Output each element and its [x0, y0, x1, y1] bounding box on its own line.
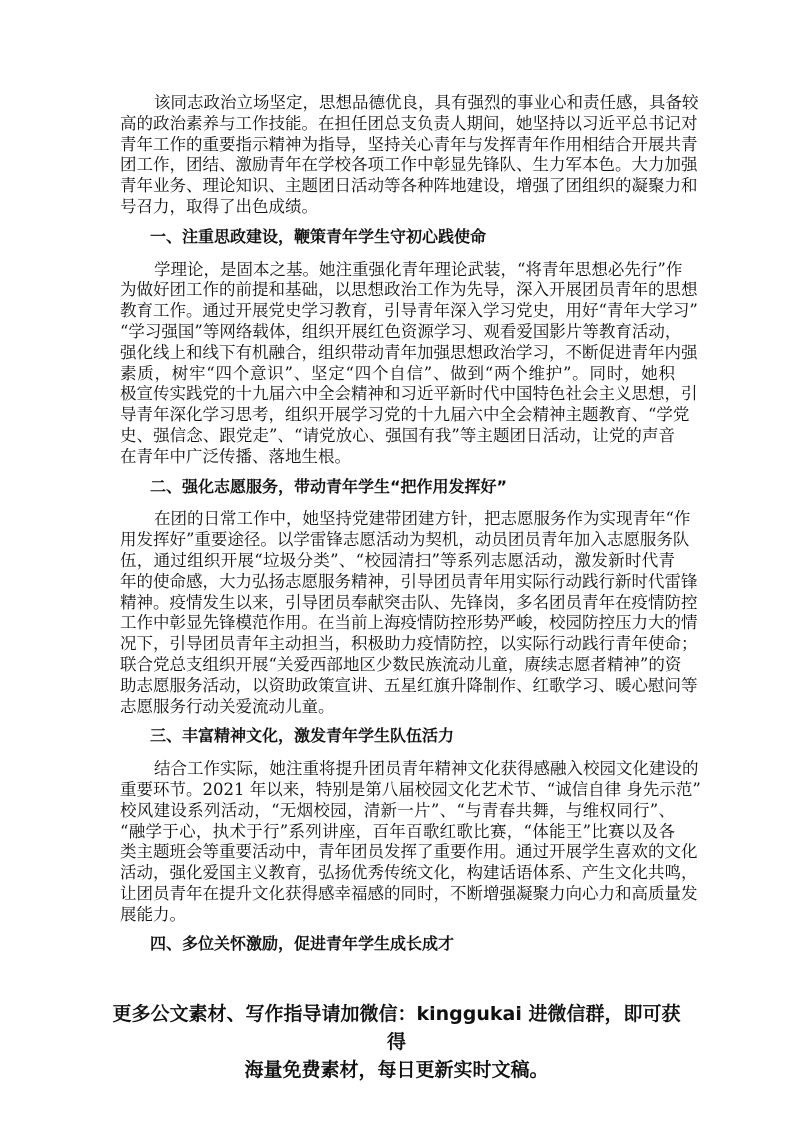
- paragraph-line: 该同志政治立场坚定，思想品德优良，具有强烈的事业心和责任感，具备较: [154, 93, 699, 112]
- paragraph-line: 重要环节。2021 年以来，特别是第八届校园文化艺术节、“诚信自律 身先示范”: [120, 779, 701, 799]
- paragraph-line: 为做好团工作的前提和基础，以思想政治工作为先导，深入开展团员青年的思想: [120, 280, 698, 300]
- paragraph: [120, 759, 701, 925]
- paragraph-line: 伍，通过组织开展“垃圾分类”、“校园清扫”等系列志愿活动，激发新时代青: [120, 550, 675, 570]
- section-heading: 一、注重思政建设，鞭策青年学生守初心践使命: [150, 226, 487, 246]
- paragraph-line: 学理论，是固本之基。她注重强化青年理论武装，“将青年思想必先行”作: [154, 259, 683, 279]
- paragraph-line: “学习强国”等网络载体，组织开展红色资源学习、观看爱国影片等教育活动，: [120, 321, 682, 341]
- section-heading: 四、多位关怀激励，促进青年学生成长成才: [150, 934, 455, 954]
- paragraph-line: 青年业务、理论知识、主题团日活动等各种阵地建设，增强了团组织的凝聚力和: [120, 176, 698, 196]
- section-heading: 二、强化志愿服务，带动青年学生“把作用发挥好”: [150, 476, 508, 496]
- paragraph: [120, 509, 698, 717]
- paragraph-line: 活动，强化爱国主义教育，弘扬优秀传统文化，构建话语体系、产生文化共鸣，: [120, 863, 698, 883]
- paragraph-line: 志愿服务行动关爱流动儿童。: [120, 696, 335, 716]
- paragraph-line: 助志愿服务活动，以资助政策宣讲、五星红旗升降制作、红歌学习、暖心慰问等: [120, 675, 698, 695]
- paragraph-line: 号召力，取得了出色成绩。: [120, 196, 318, 216]
- section-heading: 三、丰富精神文化，激发青年学生队伍活力: [150, 726, 455, 746]
- paragraph-line: 校风建设系列活动，“无烟校园，清新一片”、“与青春共舞，与维权同行”、: [120, 800, 675, 820]
- promo-footer: [110, 1000, 683, 1084]
- paragraph-line: 强化线上和线下有机融合，组织带动青年加强思想政治学习，不断促进青年内强: [120, 342, 698, 362]
- paragraph-line: 史、强信念、跟党走”、“请党放心、强国有我”等主题团日活动，让党的声音: [120, 425, 675, 445]
- paragraph-line: 青年工作的重要指示精神为指导，坚持关心青年与发挥青年作用相结合开展共青: [120, 134, 698, 154]
- paragraph-line: 在青年中广泛传播、落地生根。: [120, 446, 351, 466]
- paragraph-line: 在团的日常工作中，她坚持党建带团建方针，把志愿服务作为实现青年“作: [154, 509, 691, 529]
- paragraph-line: 教育工作。通过开展党史学习教育，引导青年深入学习党史，用好“青年大学习”: [120, 301, 698, 321]
- paragraph-line: 况下，引导团员青年主动担当，积极助力疫情防控，以实际行动践行青年使命；: [120, 634, 698, 654]
- paragraph-line: 联合党总支组织开展“关爱西部地区少数民族流动儿童，赓续志愿者精神”的资: [120, 654, 682, 674]
- paragraph-line: 极宣传实践党的十九届六中全会精神和习近平新时代中国特色社会主义思想，引: [120, 384, 698, 404]
- paragraph-line: 年的使命感，大力弘扬志愿服务精神，引导团员青年用实际行动践行新时代雷锋: [120, 571, 698, 591]
- document-body: [120, 93, 701, 967]
- paragraph-line: 展能力。: [120, 904, 186, 924]
- paragraph: [120, 93, 699, 218]
- paragraph-line: 用发挥好”重要途径。以学雷锋志愿活动为契机，动员团员青年加入志愿服务队: [120, 530, 690, 550]
- paragraph-line: 精神。疫情发生以来，引导团员奉献突击队、先锋岗，多名团员青年在疫情防控: [120, 592, 698, 612]
- footer-line: 更多公文素材、写作指导请加微信：kinggukai 进微信群，即可获得: [112, 1003, 681, 1053]
- paragraph-line: “融学于心，执术于行”系列讲座，百年百歌红歌比赛，“体能王”比赛以及各: [120, 821, 675, 841]
- paragraph-line: 高的政治素养与工作技能。在担任团总支负责人期间，她坚持以习近平总书记对: [120, 113, 698, 133]
- paragraph-line: 让团员青年在提升文化获得感幸福感的同时，不断增强凝聚力向心力和高质量发: [120, 883, 698, 903]
- paragraph-line: 工作中彰显先锋模范作用。在当前上海疫情防控形势严峻，校园防控压力大的情: [120, 613, 698, 633]
- paragraph-line: 类主题班会等重要活动中，青年团员发挥了重要作用。通过开展学生喜欢的文化: [120, 842, 698, 862]
- paragraph: [120, 259, 698, 468]
- paragraph-line: 团工作，团结、激励青年在学校各项工作中彰显先锋队、生力军本色。大力加强: [120, 155, 698, 175]
- paragraph-line: 素质，树牢“四个意识”、坚定“四个自信”、做到“两个维护”。同时，她积: [120, 363, 675, 383]
- footer-line: 海量免费素材，每日更新实时文稿。: [244, 1059, 549, 1081]
- paragraph-line: 导青年深化学习思考，组织开展学习党的十九届六中全会精神主题教育、“学党: [120, 405, 690, 425]
- paragraph-line: 结合工作实际，她注重将提升团员青年精神文化获得感融入校园文化建设的: [154, 759, 699, 779]
